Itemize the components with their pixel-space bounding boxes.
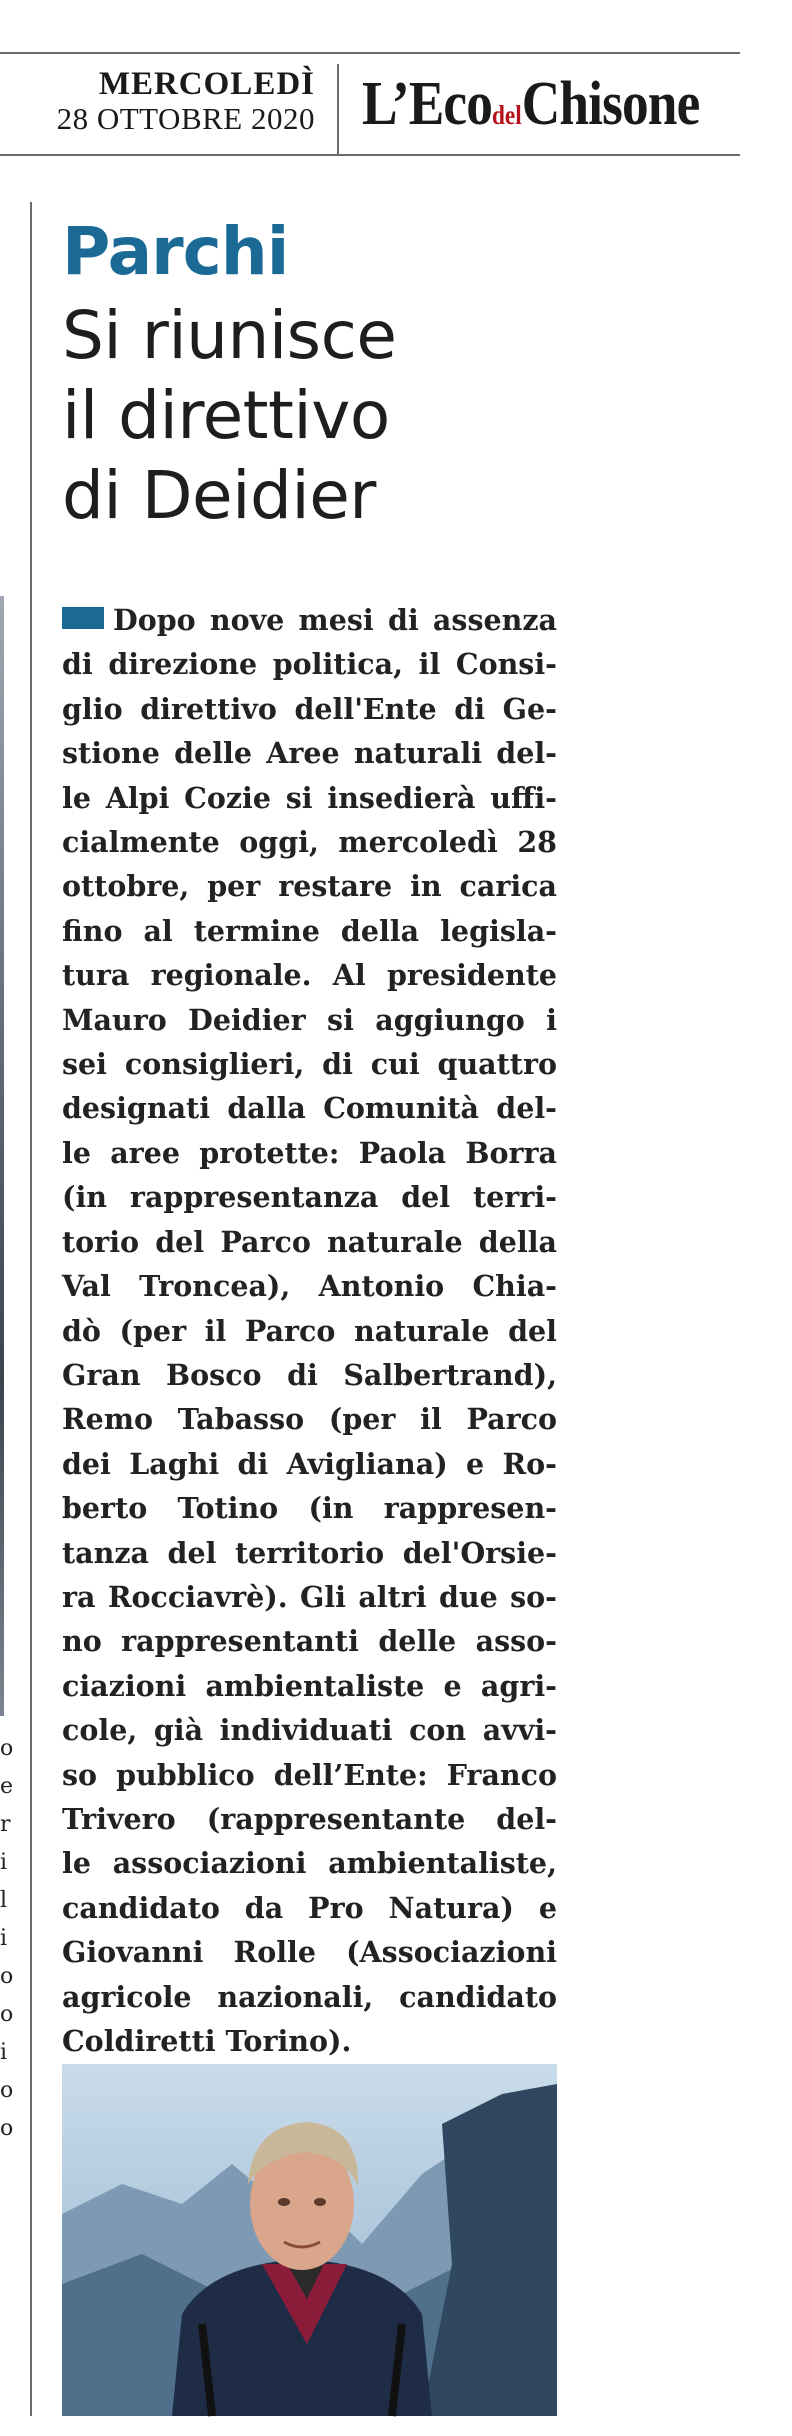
person-eye-left: [278, 2198, 290, 2206]
body-line: Remo Tabasso (per il Parco: [62, 1402, 557, 1437]
body-line: so pubblico dell’Ente: Franco: [62, 1757, 557, 1792]
body-line: ottobre, per restare in carica: [62, 869, 557, 904]
body-line: no rappresentanti delle asso-: [62, 1624, 557, 1659]
headline-line: di Deidier: [62, 457, 376, 534]
body-line: torio del Parco naturale della: [62, 1224, 557, 1259]
body-line: fino al termine della legisla-: [62, 913, 557, 948]
body-line: le Alpi Cozie si insedierà uffi-: [62, 780, 557, 815]
issue-date: [57, 66, 315, 136]
body-line: le associazioni ambientaliste,: [62, 1846, 557, 1881]
adjacent-column-text: [0, 1730, 14, 2148]
body-line: stione delle Aree naturali del-: [62, 736, 557, 771]
adjacent-column-fragment: o: [0, 2078, 14, 2103]
adjacent-column-fragment: i: [0, 2040, 8, 2065]
adjacent-column-fragment: i: [0, 1926, 8, 1951]
body-line-text: Dopo nove mesi di assenza: [113, 603, 557, 637]
body-line: Trivero (rappresentante del-: [62, 1801, 557, 1836]
body-line: dò (per il Parco naturale del: [62, 1313, 557, 1348]
body-line: candidato da Pro Natura) e: [62, 1890, 557, 1925]
adjacent-column-fragment: o: [0, 1964, 14, 1989]
body-line: tanza del territorio del'Orsie-: [62, 1535, 557, 1570]
article-headline: [62, 296, 396, 536]
body-line: ra Rocciavrè). Gli altri due so-: [62, 1579, 557, 1614]
portrait-photo-illustration: [62, 2064, 557, 2416]
column-rule: [30, 202, 32, 2416]
body-line: di direzione politica, il Consi-: [62, 647, 557, 682]
adjacent-column-fragment: l: [0, 1888, 8, 1913]
headline-line: il direttivo: [62, 377, 390, 454]
body-line: berto Totino (in rappresen-: [62, 1491, 557, 1526]
adjacent-column-fragment: o: [0, 1736, 14, 1761]
adjacent-column-fragment: e: [0, 1774, 14, 1799]
body-line: le aree protette: Paola Borra: [62, 1135, 557, 1170]
body-line: ciazioni ambientaliste e agri-: [62, 1668, 557, 1703]
adjacent-photo-edge: [0, 596, 4, 1716]
newspaper-masthead: [362, 68, 699, 151]
body-line: Val Troncea), Antonio Chia-: [62, 1269, 557, 1304]
adjacent-column-fragment: i: [0, 1850, 8, 1875]
body-line: cole, già individuati con avvi-: [62, 1713, 557, 1748]
masthead-part-chisone: Chisone: [521, 70, 700, 138]
body-line: glio direttivo dell'Ente di Ge-: [62, 691, 557, 726]
body-line: tura regionale. Al presidente: [62, 958, 557, 993]
adjacent-column-fragment: o: [0, 2002, 14, 2027]
body-line: designati dalla Comunità del-: [62, 1091, 557, 1126]
header-bottom-rule: [0, 154, 740, 156]
header-divider: [337, 64, 339, 154]
issue-weekday: MERCOLEDÌ: [98, 66, 315, 102]
header-top-rule: [0, 52, 740, 54]
body-line: cialmente oggi, mercoledì 28: [62, 825, 557, 860]
person-eye-right: [314, 2198, 326, 2206]
paragraph-marker-icon: [62, 607, 104, 629]
body-line: dei Laghi di Avigliana) e Ro-: [62, 1446, 557, 1481]
article-body: [62, 598, 557, 2063]
body-line: (in rappresentanza del terri-: [62, 1180, 557, 1215]
body-line: agricole nazionali, candidato: [62, 1979, 557, 2014]
article-kicker: Parchi: [62, 213, 289, 290]
body-line: [62, 598, 557, 642]
issue-full-date: 28 OTTOBRE 2020: [56, 101, 315, 136]
headline-line: Si riunisce: [62, 297, 397, 374]
body-line: sei consiglieri, di cui quattro: [62, 1047, 557, 1082]
body-line: Mauro Deidier si aggiungo i: [62, 1002, 557, 1037]
adjacent-column-fragment: o: [0, 2116, 14, 2141]
article-photo: [62, 2064, 557, 2416]
adjacent-column-fragment: r: [0, 1812, 11, 1837]
body-line: Gran Bosco di Salbertrand),: [62, 1357, 557, 1392]
body-line: Giovanni Rolle (Associazioni: [62, 1935, 557, 1970]
body-line: Coldiretti Torino).: [62, 2024, 352, 2058]
masthead-part-eco: L’Eco: [362, 70, 493, 138]
masthead-part-del: del: [492, 100, 522, 130]
